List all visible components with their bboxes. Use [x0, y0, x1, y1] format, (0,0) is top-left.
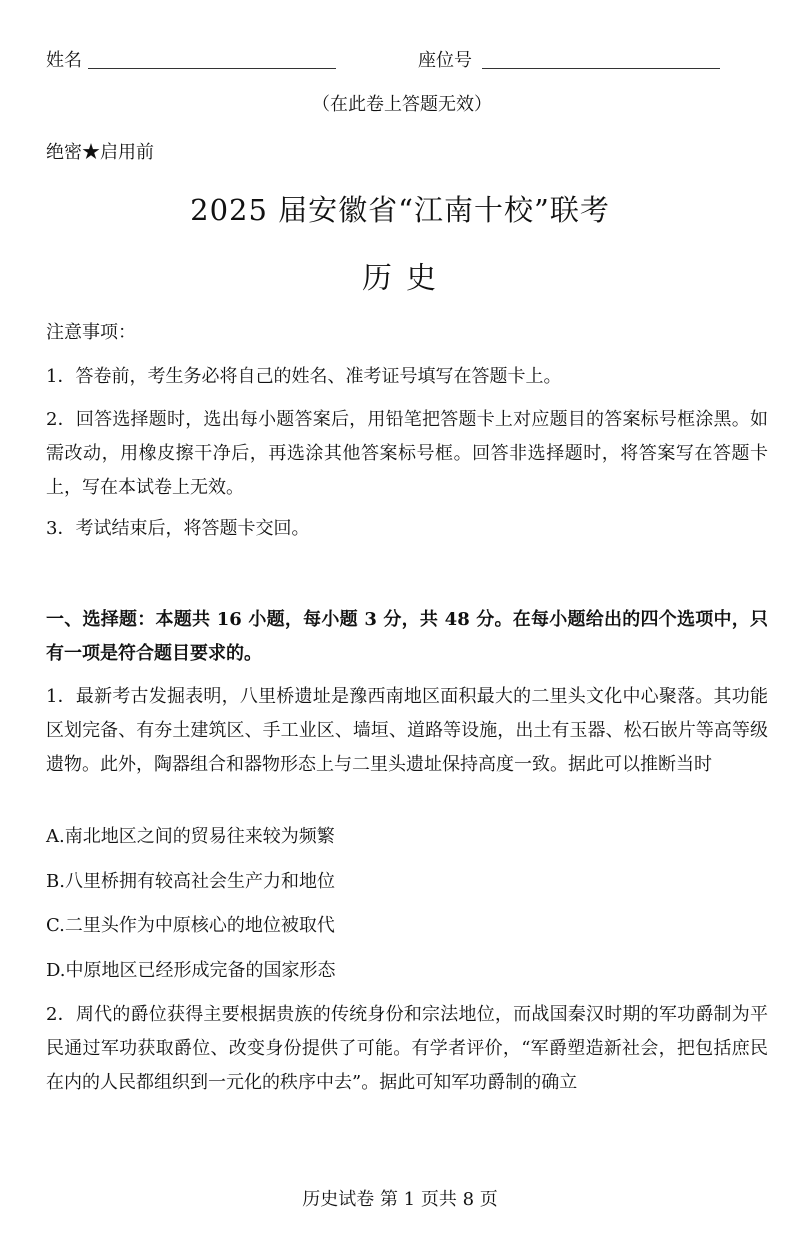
secret-mark: 绝密★启用前: [46, 142, 154, 163]
name-label: 姓名: [46, 50, 82, 71]
name-underline: [88, 68, 336, 69]
note-item: 1．答卷前，考生务必将自己的姓名、准考证号填写在答题卡上。: [46, 366, 562, 387]
page-footer: 历史试卷 第 1 页共 8 页: [302, 1189, 498, 1210]
question-stem: 2．周代的爵位获得主要根据贵族的传统身份和宗法地位，而战国秦汉时期的军功爵制为平民通过军功获取爵位、改变身份提供了可能。有学者评价，“军爵塑造新社会，把包括庶民在内的人民都组织到一元化的秩序中去”。据此可知军功爵制的确立: [46, 1004, 768, 1093]
option-d: D.中原地区已经形成完备的国家形态: [46, 960, 336, 981]
option-b: B.八里桥拥有较高社会生产力和地位: [46, 871, 335, 892]
section-heading: 一、选择题：本题共 16 小题，每小题 3 分，共 48 分。在每小题给出的四个选项中，只有一项是符合题目要求的。: [46, 609, 768, 664]
question-stem: 1．最新考古发掘表明，八里桥遗址是豫西南地区面积最大的二里头文化中心聚落。其功能区划完备、有夯土建筑区、手工业区、墙垣、道路等设施，出土有玉器、松石嵌片等高等级遗物。此外，陶器组合和器物形态上与二里头遗址保持高度一致。据此可以推断当时: [46, 686, 768, 775]
seat-label: 座位号: [418, 50, 472, 71]
invalid-note: （在此卷上答题无效）: [312, 94, 492, 115]
subject-title: 历史: [362, 261, 450, 296]
option-c: C.二里头作为中原核心的地位被取代: [46, 915, 335, 936]
note-item: 3．考试结束后，将答题卡交回。: [46, 518, 310, 539]
option-a: A.南北地区之间的贸易往来较为频繁: [46, 826, 335, 847]
seat-underline: [482, 68, 720, 69]
note-item: 2．回答选择题时，选出每小题答案后，用铅笔把答题卡上对应题目的答案标号框涂黑。如需改动，用橡皮擦干净后，再选涂其他答案标号框。回答非选择题时，将答案写在答题卡上，写在本试卷上无效。: [46, 409, 768, 498]
notes-heading: 注意事项：: [46, 322, 136, 343]
exam-title: 2025 届安徽省“江南十校”联考: [190, 193, 610, 227]
